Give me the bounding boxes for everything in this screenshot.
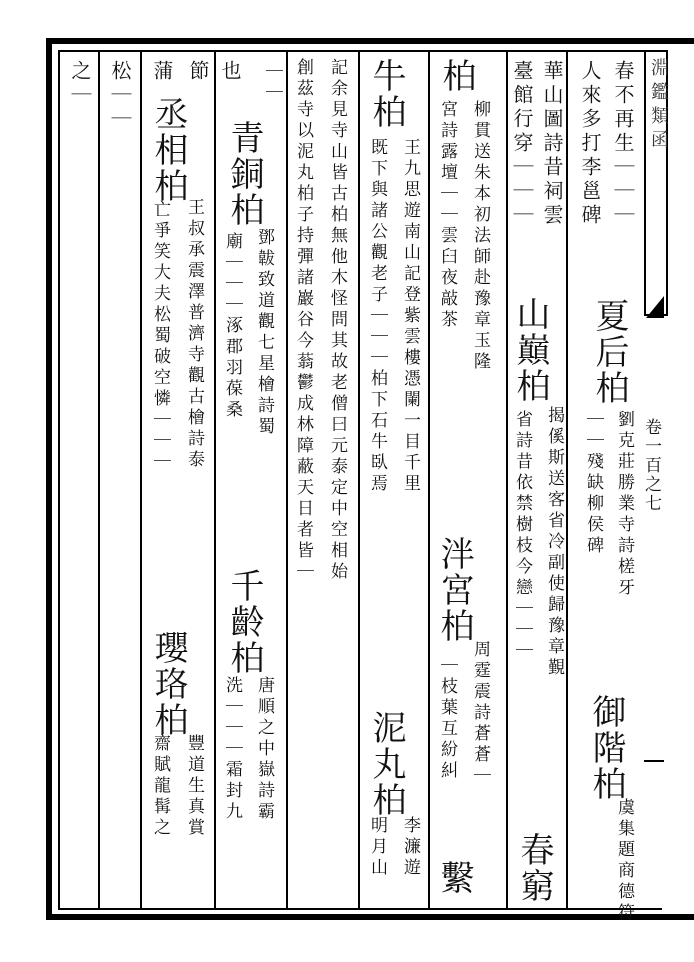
page-border-bottom: [46, 914, 694, 920]
entry-heading: 泥丸柏: [366, 710, 406, 818]
annotation: 省詩昔依禁樹枝今戀｜｜｜: [512, 410, 532, 662]
entry-heading: 牛柏: [366, 58, 406, 130]
annotation: 劉克莊勝業寺詩槎牙: [614, 410, 634, 599]
entry-heading: 繫: [434, 860, 474, 896]
text-column: 人來多打李邕碑: [578, 60, 602, 228]
entry-heading: 青銅柏: [224, 120, 264, 228]
annotation: 齋賦龍髯之: [150, 734, 170, 839]
annotation: 洗｜｜｜霜封九: [222, 676, 242, 823]
text-column: 記余見寺山皆古柏無他木怪問其故老僧曰元泰定中空相始: [327, 58, 347, 583]
annotation: 唐順之中嶽詩霸: [254, 676, 274, 823]
page-border-left: [46, 38, 52, 920]
annotation: 既下與諸公觀老子｜｜｜柏下石牛臥焉: [367, 138, 387, 495]
entry-heading: 丞相柏: [148, 96, 188, 204]
entry-heading: 千齡柏: [224, 568, 264, 676]
text-column: 創茲寺以泥丸柏子持彈諸巖谷今蓊鬱成林障蔽天日者皆｜: [293, 58, 313, 583]
annotation: 揭傒斯送客省冷副使歸豫章覲: [544, 406, 564, 679]
entry-heading: 夏后柏: [589, 298, 629, 406]
entry-heading: 春窮: [514, 832, 554, 904]
entry-heading: 山巔柏: [510, 296, 550, 404]
text-column: ｜｜: [262, 62, 282, 104]
text-column: 也: [218, 60, 242, 84]
annotation: 周霆震詩蒼蒼｜: [470, 640, 490, 787]
fish-tail-mark: [646, 296, 664, 318]
text-column: 蒲: [150, 60, 174, 84]
column-rule: [98, 52, 100, 908]
entry-heading: 泮宮柏: [434, 536, 474, 644]
column-rule: [286, 52, 288, 908]
text-column: 華山圖詩昔祠雲: [540, 60, 564, 228]
book-title: 淵鑑類函: [648, 58, 669, 154]
text-column: 之｜: [68, 60, 92, 108]
annotation: 宮詩露壇｜｜雲臼夜敲茶: [437, 100, 457, 331]
annotation: 柳貫送朱本初法師赴豫章玉隆: [470, 100, 490, 373]
page-border-top: [46, 38, 694, 44]
column-rule: [214, 52, 216, 908]
text-column: 臺館行穿｜｜｜: [510, 60, 534, 228]
column-rule: [506, 52, 508, 908]
column-rule: [428, 52, 430, 908]
annotation: 李濂遊: [400, 816, 420, 879]
column-rule: [566, 52, 568, 908]
annotation: 豐道生真賞: [184, 734, 204, 839]
annotation: ｜｜殘缺柳侯碑: [583, 410, 603, 557]
annotation: ｜枝葉互紛糾: [437, 656, 457, 782]
inner-border-top: [58, 50, 662, 52]
annotation: 廟｜｜｜涿郡羽葆桑: [222, 232, 242, 421]
entry-heading: 瓔珞柏: [148, 630, 188, 738]
annotation: 虞集題商德符: [614, 798, 634, 924]
text-column: 春不再生｜｜｜: [611, 60, 635, 228]
text-column: 節: [186, 60, 210, 84]
annotation: 鄧韍致道觀七星檜詩蜀: [254, 228, 274, 438]
text-column: 松｜｜: [108, 60, 132, 132]
inner-border-bottom: [58, 908, 662, 910]
column-rule: [140, 52, 142, 908]
entry-heading: 御階柏: [586, 694, 626, 802]
entry-heading: 柏: [436, 58, 476, 94]
annotation: 亡爭笑大夫松蜀破空憐｜｜｜: [150, 200, 170, 473]
volume-label: 卷一百之七: [641, 418, 661, 513]
annotation: 明月山: [367, 816, 387, 879]
column-rule: [358, 52, 360, 908]
margin-divider: [644, 760, 664, 762]
inner-border-left: [58, 50, 60, 910]
annotation: 王叔承震澤普濟寺觀古檜詩泰: [184, 198, 204, 471]
annotation: 王九思遊南山記登紫雲樓憑闌一目千里: [400, 138, 420, 495]
